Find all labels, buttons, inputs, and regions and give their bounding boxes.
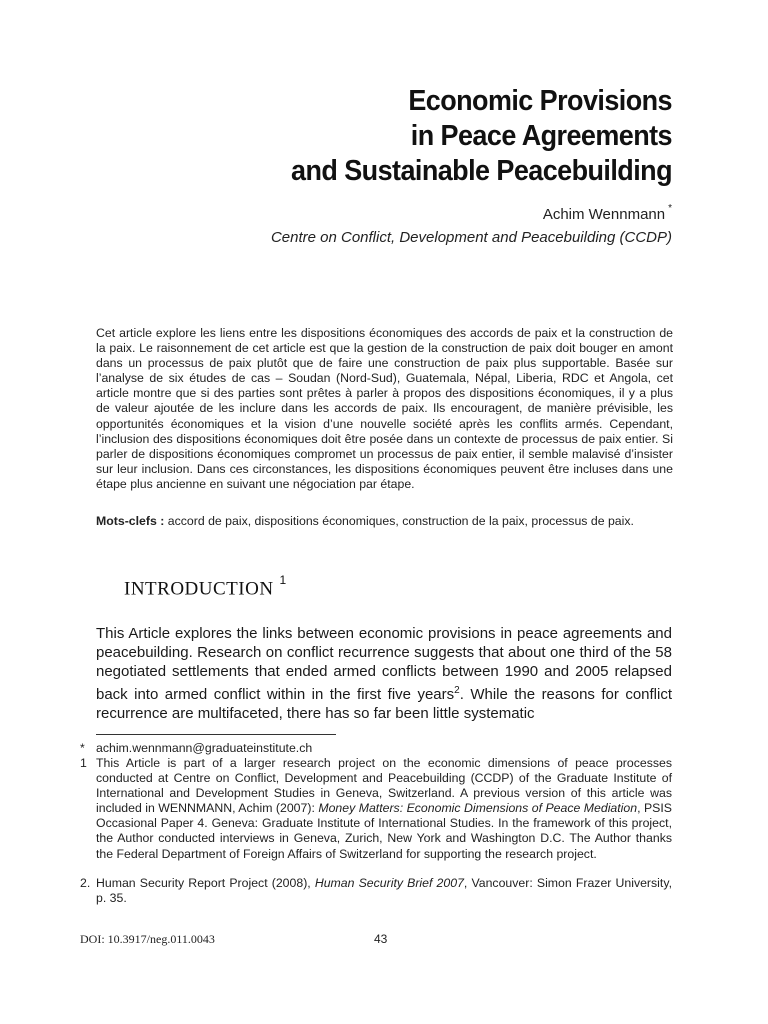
- footnote-1: [80, 756, 672, 862]
- abstract-paragraph: Cet article explore les liens entre les dispositions économiques des accords de paix et la construction de la paix. Le raisonnement de cet article est que la gestion de la construction de paix doit bouger en amont dans un processus de paix plutôt que de faire une construction de paix plus supportable. Basée sur l’analyse de six études de cas – Soudan (Nord-Sud), Guatemala, Népal, Liberia, RDC et Angola, cet article montre que si des parties sont prêtes à parler à propos des dispositions économiques, il y a plus de valeur ajoutée de les inclure dans les accords de paix. Ils encouragent, de manière prévisible, les opportunités économiques et la vision d’une nouvelle société après les conflits armés. Cependant, l’inclusion des dispositions économiques doit être posée dans un contexte de processus de paix entier. Si parler de dispositions économiques compromet un processus de paix entier, il semble malavisé d’insister sur leur inclusion. Dans ces circonstances, les dispositions économiques peuvent être incluses dans une étape plus ancienne en suivant une négociation par étape.: [96, 326, 673, 491]
- title-line-1: Economic Provisions: [408, 85, 672, 117]
- section-footnote-mark: 1: [279, 573, 287, 587]
- footnote-star-mark: *: [80, 741, 85, 755]
- body-text-part-2: . While the reasons for conflict recurrence are multifaceted, there has so far been little systematic: [96, 686, 673, 722]
- article-title: [112, 84, 672, 189]
- section-heading: [124, 573, 287, 600]
- body-paragraph: [96, 624, 672, 723]
- author-name: Achim Wennmann: [542, 206, 666, 223]
- footnote-2-text-b: , Vancouver: Simon Frazer University, p. 35.: [96, 876, 672, 906]
- footnote-2-mark: 2.: [80, 876, 91, 890]
- author-affiliation: Centre on Conflict, Development and Peacebuilding (CCDP): [270, 229, 672, 246]
- body-footnote-ref: 2: [454, 685, 460, 696]
- footnote-1-text: [96, 756, 672, 862]
- title-line-3: and Sustainable Peacebuilding: [291, 155, 672, 187]
- footnote-1-mark: 1: [80, 756, 87, 770]
- footnote-1-text-b: , PSIS Occasional Paper 4. Geneva: Graduate Institute of International Studies. In the framework of this project, the Author conducted interviews in Geneva, Zurich, New York and Washington D.C. The Author thanks the Federal Department of Foreign Affairs of Switzerland for supporting the research project.: [96, 801, 672, 861]
- footnote-1-italic: Money Matters: Economic Dimensions of Peace Mediation: [318, 801, 638, 816]
- keywords-text: accord de paix, dispositions économiques, construction de la paix, processus de paix.: [164, 514, 634, 528]
- body-text-part-1: This Article explores the links between economic provisions in peace agreements and peacebuilding. Research on conflict recurrence suggests that about one third of the 58 negotiated settlements that ended armed conflicts between 1990 and 2005 relapsed back into armed conflict within in the first five years: [96, 625, 672, 703]
- footnote-2-text: [96, 876, 672, 906]
- footnote-star: [80, 741, 672, 756]
- keywords-line: [96, 514, 676, 529]
- page-number: 43: [374, 932, 388, 946]
- footnote-1-text-a: This Article is part of a larger research project on the economic dimensions of peace processes conducted at Centre on Conflict, Development and Peacebuilding (CCDP) of the Graduate Institute of International and Development Studies in Geneva, Switzerland. A previous version of this article was included in WENNMANN, Achim (2007):: [96, 756, 672, 816]
- footnote-2-italic: Human Security Brief 2007: [314, 876, 464, 890]
- footnote-separator: [96, 734, 336, 735]
- doi-label: DOI: 10.3917/neg.011.0043: [80, 932, 215, 946]
- section-heading-text: INTRODUCTION: [124, 578, 274, 600]
- footnote-star-text: achim.wennmann@graduateinstitute.ch: [96, 741, 313, 755]
- footnote-2: [80, 876, 672, 906]
- author-footnote-mark: *: [668, 203, 672, 214]
- keywords-label: Mots-clefs :: [96, 514, 165, 528]
- footnote-2-text-a: Human Security Report Project (2008),: [96, 876, 315, 890]
- title-line-2: in Peace Agreements: [410, 120, 672, 152]
- author-line: [543, 205, 672, 223]
